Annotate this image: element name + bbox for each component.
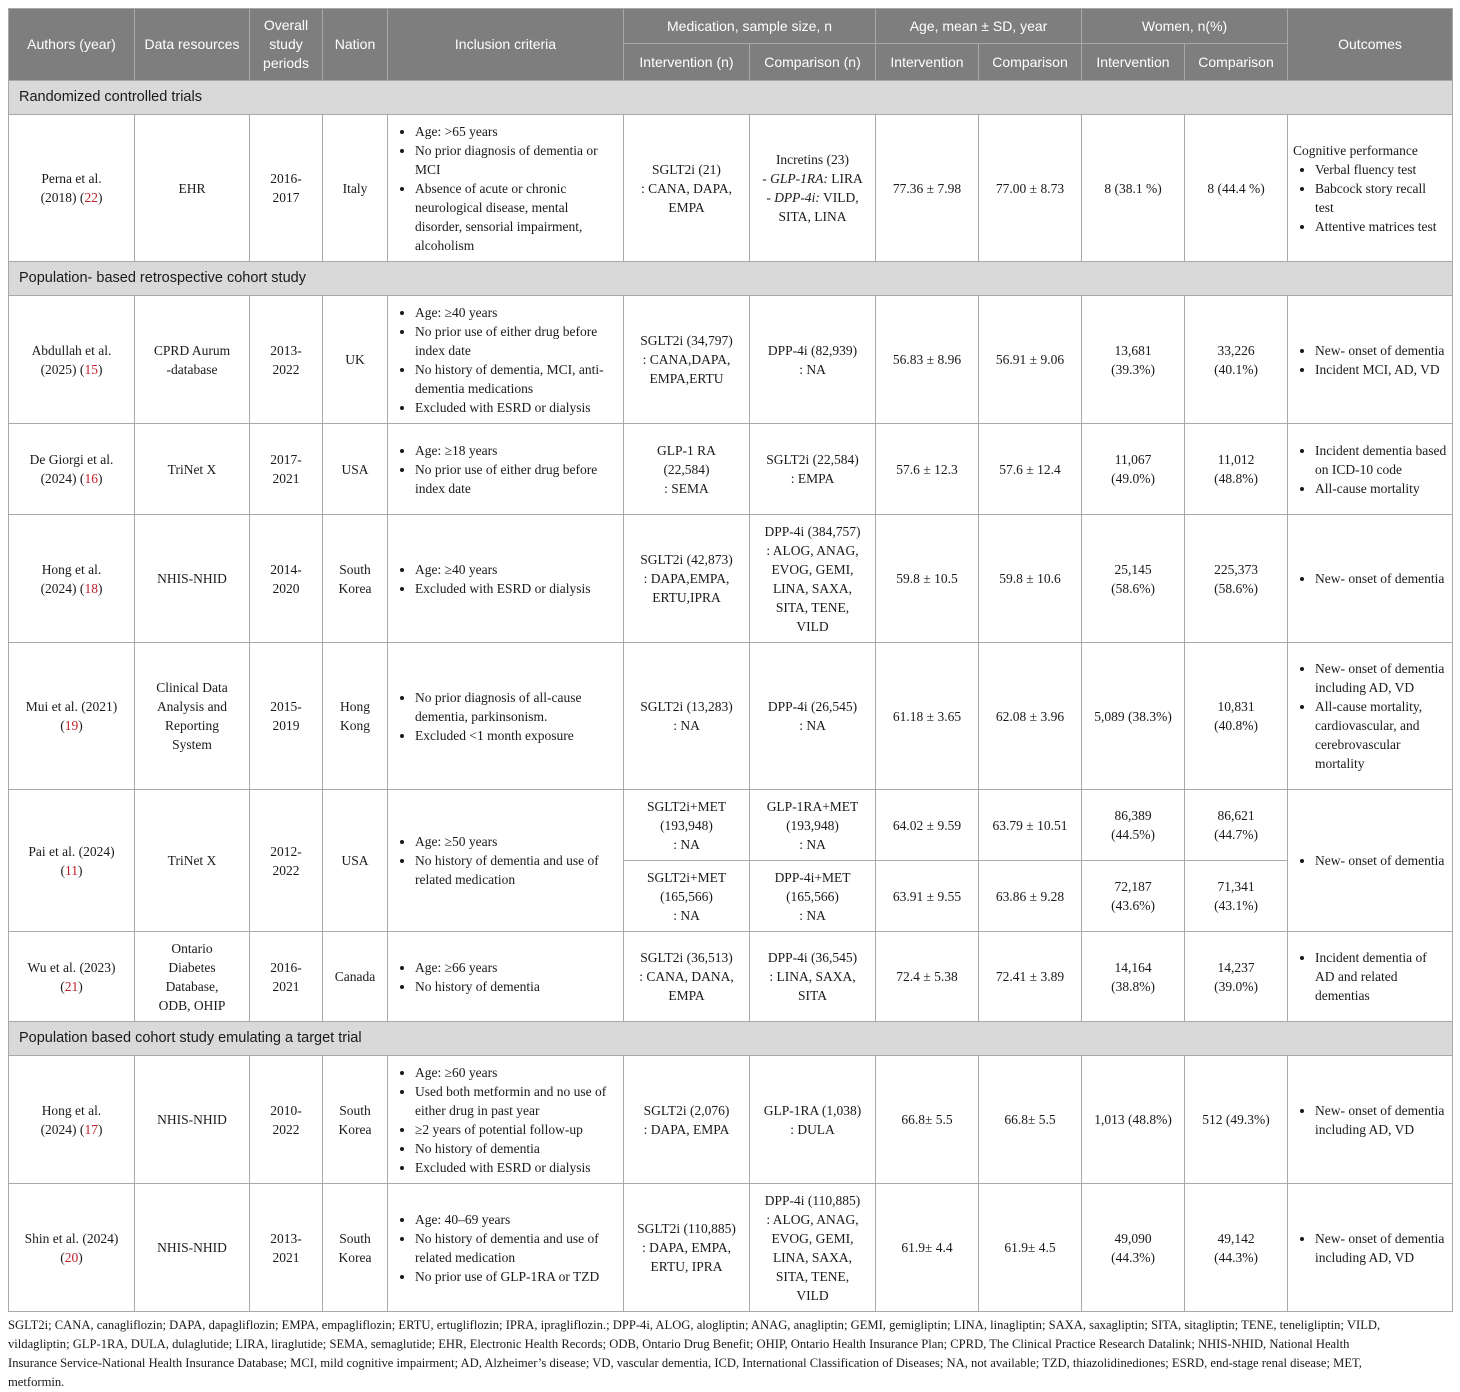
outcomes-cell: Cognitive performance • Verbal fluency test • Babcock story recall test • Attentive matrices test [1288,115,1453,262]
list-item: • Age: ≥40 years [415,303,618,322]
nation-cell: UK [323,296,388,424]
list-item: • New- onset of dementia [1315,569,1447,588]
list-item: • Age: ≥50 years [415,832,618,851]
inclusion-cell [388,115,624,262]
list-item: • No prior diagnosis of dementia or MCI [415,141,618,179]
list-item: • No history of dementia, MCI, anti-dementia medications [415,360,618,398]
data-resource-cell: NHIS-NHID [135,1184,250,1312]
col-age-comparison: Comparison [979,44,1082,81]
age-comparison-cell: 57.6 ± 12.4 [979,424,1082,515]
section-row [9,1022,1453,1056]
footnote-line: vildagliptin; GLP-1RA, DULA, dulaglutide; LIRA, liraglutide; SEMA, semaglutide; EHR, Electronic Health Records; ODB, Ontario Drug Benefit; OHIP, Ontario Health Insurance Plan; CPRD, The Clinical Practice Research Datalink; NHIS-NHID, National Health [8,1337,1350,1351]
list-item: • New- onset of dementia including AD, VD [1315,1101,1447,1139]
data-resource-cell: CPRD Aurum -database [135,296,250,424]
women-comparison-cell: 512 (49.3%) [1185,1056,1288,1184]
reference-link[interactable]: 15 [84,361,98,377]
nation-cell: South Korea [323,515,388,643]
col-women-comparison: Comparison [1185,44,1288,81]
col-med-intervention: Intervention (n) [624,44,750,81]
age-intervention-cell: 57.6 ± 12.3 [876,424,979,515]
reference-link[interactable]: 17 [84,1121,98,1137]
list-item: • No history of dementia [415,977,618,996]
outcomes-cell [1288,1184,1453,1312]
age-intervention-cell: 61.18 ± 3.65 [876,643,979,790]
period-cell: 2010- 2022 [250,1056,323,1184]
women-comparison-cell: 86,621 (44.7%) [1185,790,1288,861]
list-item: • Excluded with ESRD or dialysis [415,579,618,598]
comparison-med-cell: Incretins (23) - GLP-1RA: LIRA - DPP-4i: VILD, SITA, LINA [750,115,876,262]
author-cell: Mui et al. (2021) (19) [9,643,135,790]
data-resource-cell: Clinical Data Analysis and Reporting System [135,643,250,790]
col-age: Age, mean ± SD, year [876,9,1082,44]
outcomes-cell [1288,515,1453,643]
age-comparison-cell: 59.8 ± 10.6 [979,515,1082,643]
list-item: • No history of dementia and use of related medication [415,1229,618,1267]
age-comparison-cell: 63.79 ± 10.51 [979,790,1082,861]
table-row [9,790,1453,861]
intervention-med-cell: SGLT2i+MET (165,566) : NA [624,861,750,932]
table-row [9,643,1453,790]
study-characteristics-table [8,8,1453,1312]
col-nation: Nation [323,9,388,81]
nation-cell: Italy [323,115,388,262]
intervention-med-cell: SGLT2i (34,797) : CANA,DAPA, EMPA,ERTU [624,296,750,424]
section-label: Population- based retrospective cohort study [9,262,1453,296]
comparison-med-cell: SGLT2i (22,584) : EMPA [750,424,876,515]
table-row [9,932,1453,1022]
reference-link[interactable]: 20 [64,1249,79,1265]
intervention-med-cell: SGLT2i (110,885) : DAPA, EMPA, ERTU, IPRA [624,1184,750,1312]
comparison-med-cell: DPP-4i (26,545) : NA [750,643,876,790]
author-cell: Perna et al. (2018) (22) [9,115,135,262]
list-item: • Incident dementia based on ICD-10 code [1315,441,1447,479]
outcomes-cell [1288,643,1453,790]
col-med-comparison: Comparison (n) [750,44,876,81]
women-intervention-cell: 86,389 (44.5%) [1082,790,1185,861]
age-intervention-cell: 59.8 ± 10.5 [876,515,979,643]
women-intervention-cell: 49,090 (44.3%) [1082,1184,1185,1312]
period-cell: 2016- 2021 [250,932,323,1022]
list-item: • New- onset of dementia [1315,341,1447,360]
list-item: • Age: ≥40 years [415,560,618,579]
col-study-periods: Overall study periods [250,9,323,81]
period-cell: 2014- 2020 [250,515,323,643]
comparison-med-cell: DPP-4i (384,757) : ALOG, ANAG, EVOG, GEMI, LINA, SAXA, SITA, TENE, VILD [750,515,876,643]
inclusion-cell [388,515,624,643]
list-item: • No prior use of either drug before index date [415,322,618,360]
age-comparison-cell: 77.00 ± 8.73 [979,115,1082,262]
table-row [9,115,1453,262]
inclusion-cell [388,932,624,1022]
comparison-med-cell: DPP-4i (82,939) : NA [750,296,876,424]
table-row [9,1056,1453,1184]
col-medication: Medication, sample size, n [624,9,876,44]
nation-cell: Hong Kong [323,643,388,790]
comparison-med-cell: DPP-4i (110,885) : ALOG, ANAG, EVOG, GEMI, LINA, SAXA, SITA, TENE, VILD [750,1184,876,1312]
table-row [9,515,1453,643]
data-resource-cell: NHIS-NHID [135,1056,250,1184]
list-item: • Age: ≥18 years [415,441,618,460]
list-item: • No prior diagnosis of all-cause dementia, parkinsonism. [415,688,618,726]
data-resource-cell: TriNet X [135,424,250,515]
period-cell: 2017- 2021 [250,424,323,515]
age-intervention-cell: 72.4 ± 5.38 [876,932,979,1022]
author-cell: Hong et al. (2024) (18) [9,515,135,643]
women-comparison-cell: 14,237 (39.0%) [1185,932,1288,1022]
women-intervention-cell: 5,089 (38.3%) [1082,643,1185,790]
list-item: • New- onset of dementia including AD, VD [1315,659,1447,697]
women-intervention-cell: 72,187 (43.6%) [1082,861,1185,932]
intervention-med-cell: SGLT2i (21) : CANA, DAPA, EMPA [624,115,750,262]
list-item: • Incident dementia of AD and related dementias [1315,948,1447,1005]
women-comparison-cell: 10,831 (40.8%) [1185,643,1288,790]
age-intervention-cell: 56.83 ± 8.96 [876,296,979,424]
list-item: • Excluded with ESRD or dialysis [415,1158,618,1177]
data-resource-cell: NHIS-NHID [135,515,250,643]
col-data-resources: Data resources [135,9,250,81]
women-comparison-cell: 33,226 (40.1%) [1185,296,1288,424]
nation-cell: Canada [323,932,388,1022]
header-row-1 [9,9,1453,44]
women-comparison-cell: 11,012 (48.8%) [1185,424,1288,515]
col-age-intervention: Intervention [876,44,979,81]
inclusion-cell [388,790,624,932]
list-item: • Excluded <1 month exposure [415,726,618,745]
footnote-line: metformin. [8,1375,65,1389]
outcomes-cell [1288,1056,1453,1184]
col-women-intervention: Intervention [1082,44,1185,81]
women-intervention-cell: 1,013 (48.8%) [1082,1056,1185,1184]
reference-link[interactable]: 18 [84,580,98,596]
list-item: • All-cause mortality [1315,479,1447,498]
age-intervention-cell: 77.36 ± 7.98 [876,115,979,262]
section-row [9,81,1453,115]
women-comparison-cell: 8 (44.4 %) [1185,115,1288,262]
col-women: Women, n(%) [1082,9,1288,44]
intervention-med-cell: SGLT2i+MET (193,948) : NA [624,790,750,861]
table-footnote [8,1316,1452,1392]
table-row [9,424,1453,515]
list-item: • Incident MCI, AD, VD [1315,360,1447,379]
author-cell: Abdullah et al. (2025) (15) [9,296,135,424]
reference-link[interactable]: 22 [84,190,98,205]
comparison-med-cell: DPP-4i (36,545) : LINA, SAXA, SITA [750,932,876,1022]
women-comparison-cell: 71,341 (43.1%) [1185,861,1288,932]
age-intervention-cell: 66.8± 5.5 [876,1056,979,1184]
age-intervention-cell: 61.9± 4.4 [876,1184,979,1312]
outcomes-cell [1288,932,1453,1022]
intervention-med-cell: GLP-1 RA (22,584) : SEMA [624,424,750,515]
col-authors: Authors (year) [9,9,135,81]
list-item: • New- onset of dementia including AD, VD [1315,1229,1447,1267]
col-inclusion: Inclusion criteria [388,9,624,81]
col-outcomes: Outcomes [1288,9,1453,81]
list-item: • No prior use of GLP-1RA or TZD [415,1267,618,1286]
list-item: • New- onset of dementia [1315,851,1447,870]
comparison-med-cell: DPP-4i+MET (165,566) : NA [750,861,876,932]
inclusion-cell [388,1056,624,1184]
data-resource-cell: TriNet X [135,790,250,932]
age-intervention-cell: 63.91 ± 9.55 [876,861,979,932]
age-intervention-cell: 64.02 ± 9.59 [876,790,979,861]
list-item: • All-cause mortality, cardiovascular, and cerebrovascular mortality [1315,697,1447,773]
list-item: • Excluded with ESRD or dialysis [415,398,618,417]
section-row [9,262,1453,296]
period-cell: 2013- 2022 [250,296,323,424]
women-intervention-cell: 11,067 (49.0%) [1082,424,1185,515]
comparison-med-cell: GLP-1RA (1,038) : DULA [750,1056,876,1184]
inclusion-cell [388,424,624,515]
list-item: • Age: ≥60 years [415,1063,618,1082]
list-item: • Attentive matrices test [1315,217,1447,236]
age-comparison-cell: 61.9± 4.5 [979,1184,1082,1312]
age-comparison-cell: 66.8± 5.5 [979,1056,1082,1184]
women-intervention-cell: 25,145 (58.6%) [1082,515,1185,643]
footnote-line: SGLT2i; CANA, canagliflozin; DAPA, dapagliflozin; EMPA, empagliflozin; ERTU, ertugliflozin; IPRA, ipragliflozin.; DPP-4i, ALOG, alogliptin; ANAG, anagliptin; GEMI, gemigliptin; LINA, linagliptin; SAXA, saxagliptin; SITA, sitagliptin; TENE, teneligliptin; VILD, [8,1318,1381,1332]
nation-cell: South Korea [323,1056,388,1184]
period-cell: 2015- 2019 [250,643,323,790]
list-item: • No history of dementia and use of related medication [415,851,618,889]
age-comparison-cell: 63.86 ± 9.28 [979,861,1082,932]
list-item: • No history of dementia [415,1139,618,1158]
list-item: • Babcock story recall test [1315,179,1447,217]
list-item: • ≥2 years of potential follow-up [415,1120,618,1139]
list-item: • Age: >65 years [415,122,618,141]
list-item: • Age: 40–69 years [415,1210,618,1229]
intervention-med-cell: SGLT2i (42,873) : DAPA,EMPA, ERTU,IPRA [624,515,750,643]
data-resource-cell: EHR [135,115,250,262]
data-resource-cell: Ontario Diabetes Database, ODB, OHIP [135,932,250,1022]
reference-link[interactable]: 11 [65,862,78,878]
author-cell: De Giorgi et al. (2024) (16) [9,424,135,515]
table-row [9,296,1453,424]
women-intervention-cell: 8 (38.1 %) [1082,115,1185,262]
age-comparison-cell: 72.41 ± 3.89 [979,932,1082,1022]
section-label: Randomized controlled trials [9,81,1453,115]
women-intervention-cell: 14,164 (38.8%) [1082,932,1185,1022]
intervention-med-cell: SGLT2i (2,076) : DAPA, EMPA [624,1056,750,1184]
inclusion-cell [388,296,624,424]
comparison-med-cell: GLP-1RA+MET (193,948) : NA [750,790,876,861]
intervention-med-cell: SGLT2i (36,513) : CANA, DANA, EMPA [624,932,750,1022]
author-cell: Hong et al. (2024) (17) [9,1056,135,1184]
age-comparison-cell: 56.91 ± 9.06 [979,296,1082,424]
footnote-line: Insurance Service-National Health Insurance Database; MCI, mild cognitive impairment; AD, Alzheimer’s disease; VD, vascular dementia, ICD, International Classification of Diseases; NA, not available; TZD, thiazolidinediones; ESRD, end-stage renal disease; MET, [8,1356,1362,1370]
period-cell: 2013- 2021 [250,1184,323,1312]
nation-cell: South Korea [323,1184,388,1312]
list-item: • Verbal fluency test [1315,160,1447,179]
nation-cell: USA [323,790,388,932]
author-cell: Wu et al. (2023) (21) [9,932,135,1022]
list-item: • Age: ≥66 years [415,958,618,977]
inclusion-cell [388,1184,624,1312]
period-cell: 2012- 2022 [250,790,323,932]
list-item: • Absence of acute or chronic neurological disease, mental disorder, sensorial impairment, alcoholism [415,179,618,255]
women-comparison-cell: 225,373 (58.6%) [1185,515,1288,643]
women-comparison-cell: 49,142 (44.3%) [1185,1184,1288,1312]
reference-link[interactable]: 16 [84,471,98,486]
reference-link[interactable]: 19 [64,718,79,733]
intervention-med-cell: SGLT2i (13,283) : NA [624,643,750,790]
list-item: • No prior use of either drug before index date [415,460,618,498]
outcomes-cell [1288,424,1453,515]
reference-link[interactable]: 21 [64,978,79,994]
nation-cell: USA [323,424,388,515]
women-intervention-cell: 13,681 (39.3%) [1082,296,1185,424]
inclusion-cell [388,643,624,790]
table-row [9,1184,1453,1312]
period-cell: 2016- 2017 [250,115,323,262]
age-comparison-cell: 62.08 ± 3.96 [979,643,1082,790]
list-item: • Used both metformin and no use of either drug in past year [415,1082,618,1120]
section-label: Population based cohort study emulating a target trial [9,1022,1453,1056]
author-cell: Pai et al. (2024) (11) [9,790,135,932]
outcomes-cell [1288,790,1453,932]
author-cell: Shin et al. (2024) (20) [9,1184,135,1312]
outcomes-cell [1288,296,1453,424]
